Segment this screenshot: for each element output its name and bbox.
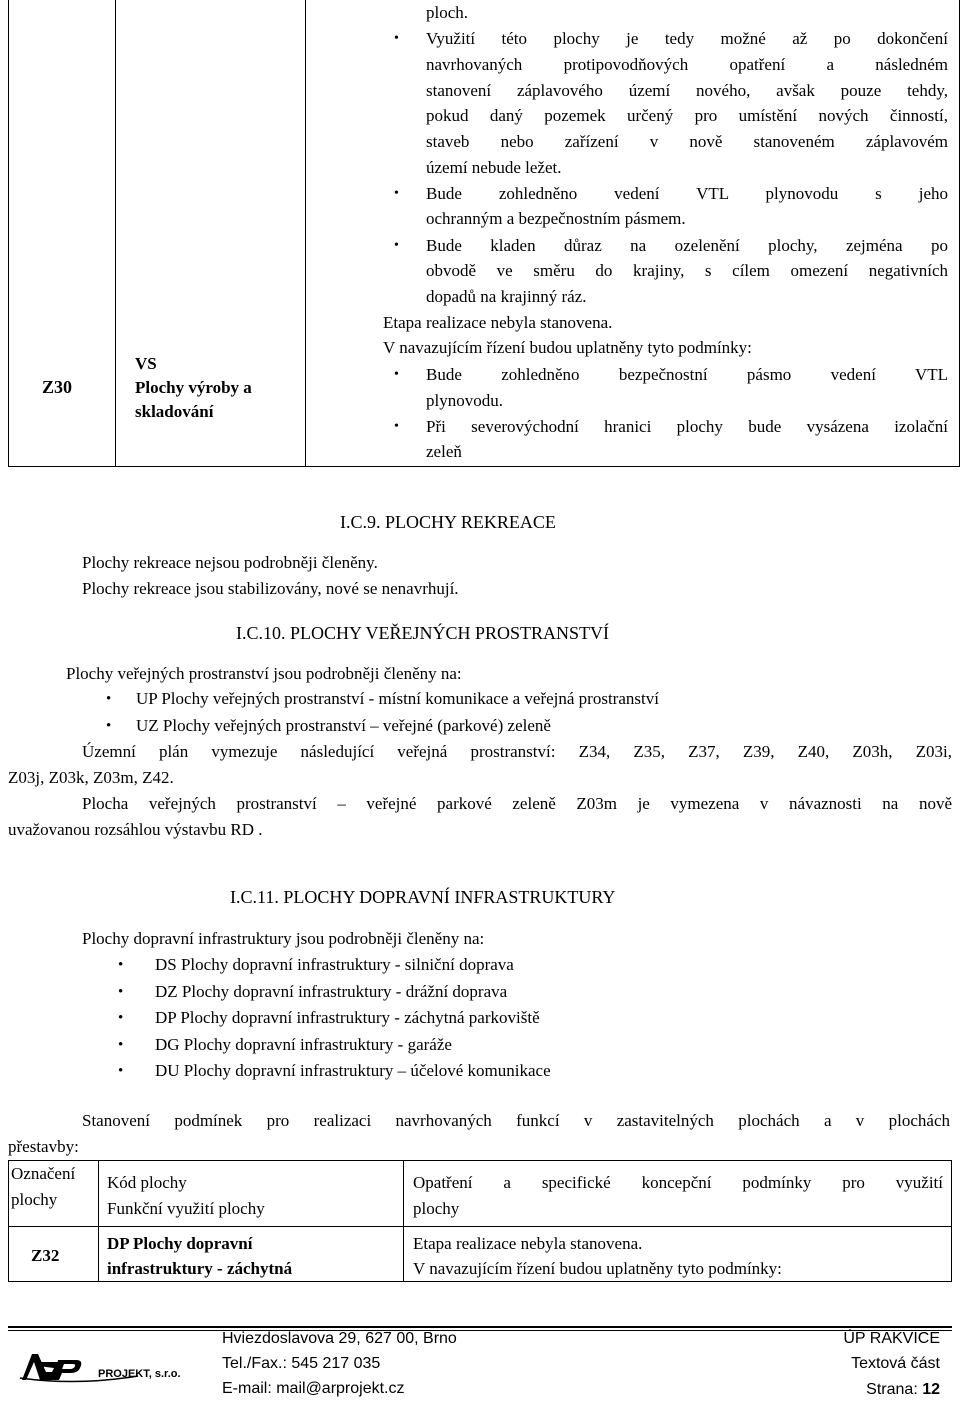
text-line: Etapa realizace nebyla stanovena. [413, 1234, 643, 1253]
text-line: staveb nebo zařízení v nově stanoveném záplavovém [426, 132, 948, 151]
table-cell-code [8, 0, 116, 467]
list-item: UZ Plochy veřejných prostranství – veřejné (parkové) zeleně [136, 716, 551, 735]
list-item: DG Plochy dopravní infrastruktury - garáže [155, 1035, 452, 1054]
text-line: navrhovaných protipovodňových opatření a následném [426, 55, 948, 74]
list-item: DP Plochy dopravní infrastruktury - záchytná parkoviště [155, 1008, 540, 1027]
text-line: zeleň [426, 442, 462, 461]
company-phone: Tel./Fax.: 545 217 035 [222, 1355, 381, 1372]
text-line: pokud daný pozemek určený pro umístění nových činností, [426, 106, 948, 125]
page-number [866, 1381, 940, 1399]
paragraph: uvažovanou rozsáhlou výstavbu RD . [8, 820, 263, 839]
section-heading-rekreace: I.C.9. PLOCHY REKREACE [340, 512, 556, 532]
text-line: Etapa realizace nebyla stanovena. [383, 313, 613, 332]
bullet-icon: • [106, 691, 112, 707]
table-cell-conditions [305, 0, 960, 467]
paragraph: přestavby: [8, 1137, 79, 1156]
list-item: DZ Plochy dopravní infrastruktury - drážní doprava [155, 982, 508, 1001]
table-cell-name [98, 1226, 404, 1282]
bullet-icon: • [118, 957, 124, 973]
text-line: dopadů na krajinný ráz. [426, 287, 587, 306]
paragraph: Plochy rekreace jsou stabilizovány, nové se nenavrhují. [82, 579, 459, 598]
table-cell-name [115, 0, 306, 467]
paragraph: Z03j, Z03k, Z03m, Z42. [8, 768, 174, 787]
footer-divider [8, 1326, 952, 1328]
zone-type-name: DP Plochy dopravní [107, 1234, 253, 1253]
text-line: Bude kladen důraz na ozelenění plochy, zejména po [426, 236, 948, 255]
text-line: V navazujícím řízení budou uplatněny tyto podmínky: [413, 1259, 782, 1278]
column-header: plochy [11, 1190, 58, 1209]
bullet-icon: • [118, 1010, 124, 1026]
bullet-icon: • [118, 984, 124, 1000]
text-line: Při severovýchodní hranici plochy bude vysázena izolační [426, 417, 948, 436]
column-header: Označení [11, 1164, 76, 1183]
footer-divider [8, 1330, 952, 1331]
zone-type-name-cont: infrastruktury - záchytná [107, 1259, 293, 1278]
bullet-icon: • [118, 1063, 124, 1079]
paragraph: Plochy veřejných prostranství jsou podrobněji členěny na: [66, 664, 462, 683]
company-email: E-mail: mail@arprojekt.cz [222, 1380, 405, 1397]
bullet-icon: • [106, 718, 112, 734]
text-line: stanovení záplavového území nového, avšak pouze tehdy, [426, 81, 948, 100]
zone-type-name: Plochy výroby a [135, 378, 252, 397]
list-item: DU Plochy dopravní infrastruktury – účelové komunikace [155, 1061, 551, 1080]
table-cell-name-header [98, 1160, 404, 1227]
text-line: obvodě ve směru do krajiny, s cílem omezení negativních [426, 261, 948, 280]
paragraph: Plocha veřejných prostranství – veřejné parkové zeleně Z03m je vymezena v návaznosti na nově [82, 794, 952, 813]
text-line: Bude zohledněno vedení VTL plynovodu s jeho [426, 184, 948, 203]
company-address: Hviezdoslavova 29, 627 00, Brno [222, 1330, 457, 1347]
section-heading-doprava: I.C.11. PLOCHY DOPRAVNÍ INFRASTRUKTURY [230, 887, 616, 907]
zone-table-z30 [8, 0, 960, 467]
bullet-icon: • [394, 419, 399, 434]
zone-type-code: VS [135, 354, 157, 373]
text-line: plynovodu. [426, 391, 503, 410]
table-cell-conditions-header [403, 1160, 952, 1227]
column-header: Opatření a specifické koncepční podmínky pro využití [413, 1173, 943, 1192]
arp-logo-icon [18, 1340, 198, 1390]
table-cell-code-header [8, 1160, 99, 1227]
text-line: ochranným a bezpečnostním pásmem. [426, 209, 686, 228]
section-heading-verejna: I.C.10. PLOCHY VEŘEJNÝCH PROSTRANSTVÍ [236, 623, 610, 643]
company-logo [18, 1340, 198, 1390]
zone-table-header [8, 1160, 952, 1282]
paragraph: Stanovení podmínek pro realizaci navrhovaných funkcí v zastavitelných plochách a v plochách [82, 1111, 950, 1130]
zone-code: Z32 [31, 1246, 60, 1265]
page-label: Strana: [866, 1381, 923, 1398]
column-header: plochy [413, 1199, 460, 1218]
page-number-value: 12 [922, 1381, 940, 1398]
document-part: Textová část [851, 1355, 940, 1372]
column-header: Funkční využití plochy [107, 1199, 265, 1218]
zone-type-name-cont: skladování [135, 402, 214, 421]
text-line: ploch. [426, 3, 469, 22]
bullet-icon: • [394, 367, 399, 382]
text-line: V navazujícím řízení budou uplatněny tyto podmínky: [383, 338, 752, 357]
paragraph: Plochy dopravní infrastruktury jsou podrobněji členěny na: [82, 929, 485, 948]
text-line: Využití této plochy je tedy možné až po dokončení [426, 29, 948, 48]
bullet-icon: • [394, 31, 399, 46]
table-cell-code [8, 1226, 99, 1282]
paragraph: Plochy rekreace nejsou podrobněji členěny. [82, 553, 378, 572]
list-item: DS Plochy dopravní infrastruktury - silniční doprava [155, 955, 514, 974]
text-line: území nebude ležet. [426, 158, 562, 177]
document-name: ÚP RAKVICE [843, 1330, 940, 1347]
text-line: Bude zohledněno bezpečnostní pásmo vedení VTL [426, 365, 948, 384]
bullet-icon: • [394, 238, 399, 253]
table-cell-conditions [403, 1226, 952, 1282]
bullet-icon: • [118, 1037, 124, 1053]
bullet-icon: • [394, 186, 399, 201]
column-header: Kód plochy [107, 1173, 187, 1192]
paragraph: Územní plán vymezuje následující veřejná prostranství: Z34, Z35, Z37, Z39, Z40, Z03h, Z03i, [82, 742, 952, 761]
zone-code: Z30 [42, 377, 73, 397]
logo-text: PROJEKT, s.r.o. [98, 1368, 181, 1380]
list-item: UP Plochy veřejných prostranství - místní komunikace a veřejná prostranství [136, 689, 659, 708]
